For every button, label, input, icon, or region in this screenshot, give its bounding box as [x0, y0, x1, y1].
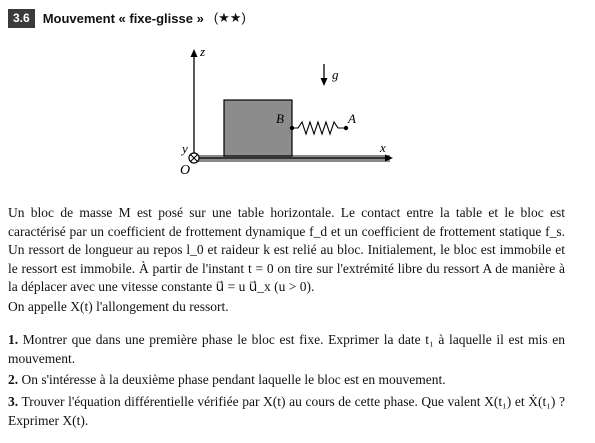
spring — [292, 122, 346, 134]
x-label: x — [380, 140, 386, 155]
z-axis-arrow — [191, 49, 198, 57]
question-text: Montrer que dans une première phase le bloc est fixe. Exprimer la date t₁ à laquelle il est mis en mouvement. — [8, 332, 565, 366]
point-a-label: A — [348, 111, 356, 126]
point-a-dot — [344, 126, 348, 130]
exercise-title: Mouvement « fixe-glisse » — [42, 10, 204, 26]
question-text: Trouver l'équation différentielle vérifiée par X(t) au cours de cette phase. Que valent X(t₁) et Ẋ(t₁) ? Exprimer X(t). — [8, 394, 565, 428]
exercise-header — [8, 8, 246, 28]
point-b-label: B — [276, 111, 284, 126]
z-label: z — [200, 44, 206, 59]
question-3 — [8, 393, 565, 430]
exercise-number: 3.6 — [8, 9, 35, 28]
problem-statement: Un bloc de masse M est posé sur une table horizontale. Le contact entre la table et le bloc est caractérisé par un coefficient de frottement dynamique f_d et un coefficient de frottement statique f_s. Un ressort de longueur au repos l_0 et raideur k est relié au bloc. Initialement, le bloc est immobile et le ressort est immobile. À partir de l'instant t = 0 on tire sur l'extrémité libre du ressort A de manière à la déplacer avec une vitesse constante u⃗ = u u⃗_x (u > 0). — [8, 205, 565, 294]
question-2 — [8, 371, 565, 390]
origin-label: O — [180, 163, 191, 178]
question-1 — [8, 331, 565, 368]
question-number: 2. — [8, 372, 19, 387]
y-label: y — [182, 141, 188, 156]
question-number: 3. — [8, 394, 19, 409]
point-b-dot — [290, 126, 294, 130]
question-number: 1. — [8, 332, 19, 347]
exercise-difficulty: (★★) — [213, 10, 246, 25]
problem-statement-2: On appelle X(t) l'allongement du ressort. — [8, 299, 229, 314]
block — [224, 100, 292, 156]
question-text: On s'intéresse à la deuxième phase pendant laquelle le bloc est en mouvement. — [21, 372, 446, 387]
block-spring-figure — [0, 38, 595, 188]
gravity-label: g⃗ — [332, 67, 349, 82]
